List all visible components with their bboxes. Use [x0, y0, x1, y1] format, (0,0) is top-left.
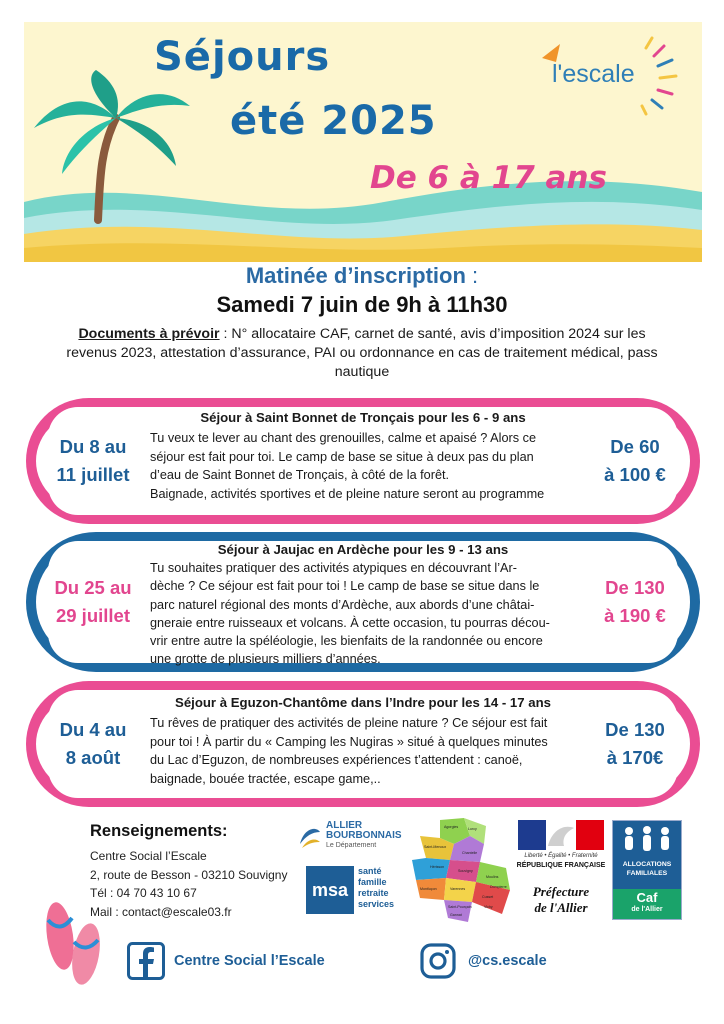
- contact-org: Centre Social l’Escale: [90, 849, 207, 863]
- description-line: Baignade, activités sportives et de pleine nature seront au programme: [150, 487, 545, 502]
- documents-label: Documents à prévoir: [78, 326, 220, 342]
- sejour-title: Séjour à Jaujac en Ardèche pour les 9 - 13 ans: [217, 542, 509, 557]
- description-line: du Lac d’Eguzon, de nombreuses expériences t’attendent : canoë,: [150, 753, 523, 768]
- caf-line2: FAMILIALES: [626, 870, 668, 877]
- description-line: parc naturel régional des monts d’Ardèche, aux abords d’une châtai-: [150, 597, 535, 612]
- instagram-icon[interactable]: [420, 943, 456, 979]
- matinee-colon: :: [465, 263, 479, 288]
- flip-flops-icon: [40, 898, 110, 988]
- caf-name: Caf: [636, 890, 658, 905]
- map-label: Lurcy: [468, 827, 477, 831]
- sejour-card-eguzon: [26, 681, 700, 807]
- caf-family-icon: [619, 825, 675, 855]
- price-line1: De 130: [605, 577, 665, 598]
- map-label: Hérisson: [430, 865, 445, 869]
- prefecture-line2: de l'Allier: [534, 900, 588, 915]
- contact-phone: Tél : 04 70 43 10 67: [90, 886, 197, 900]
- msa-line: famille: [358, 877, 387, 887]
- sejour-description: [150, 714, 576, 789]
- description-line: Tu souhaites pratiquer des activités atypiques en découvrant l’Ar-: [150, 561, 517, 575]
- allier-bourbonnais-logo: [298, 818, 410, 854]
- sejour-dates: [36, 693, 150, 795]
- sejour-dates: [36, 544, 150, 660]
- map-label: Dompierre: [490, 885, 507, 889]
- palm-tree-icon: [26, 70, 196, 240]
- map-label: Saint-Menoux: [424, 845, 447, 849]
- price-line2: à 190 €: [604, 605, 666, 626]
- escale-logo-text: l'escale: [552, 60, 635, 88]
- instagram-link[interactable]: @cs.escale: [468, 953, 547, 969]
- description-line: vrir entre autre la spéléologie, les bienfaits de la randonnée ou encore: [150, 634, 543, 649]
- msa-line: retraite: [358, 888, 389, 898]
- sejour-price: [580, 410, 690, 512]
- sejour-price: [580, 693, 690, 795]
- hero-banner: [24, 22, 702, 262]
- sejour-title: Séjour à Eguzon-Chantôme dans l’Indre pour les 14 - 17 ans: [175, 695, 551, 710]
- map-label: Saint-Pourçain: [448, 905, 472, 909]
- caf-logo: [612, 820, 682, 920]
- price-line1: De 130: [605, 719, 665, 740]
- description-line: gneraie entre ruisseaux et volcans. À cette occasion, tu pourras décou-: [150, 615, 550, 630]
- description-line: séjour est fait pour toi. Le camp de base se situe à deux pas du plan: [150, 449, 534, 464]
- sejour-description: [150, 429, 576, 504]
- age-range: De 6 à 17 ans: [370, 160, 607, 196]
- sejour-card-saint-bonnet: [26, 398, 700, 524]
- map-label: Chantelle: [462, 851, 478, 855]
- msa-tagline: [358, 866, 394, 910]
- matinee-heading: [0, 263, 724, 289]
- map-label: Vichy: [484, 905, 493, 909]
- map-label: Varennes: [450, 887, 466, 891]
- price-line1: De 60: [610, 436, 660, 457]
- description-line: d’eau de Saint Bonnet de Tronçais, à côté de la forêt.: [150, 468, 450, 483]
- title-ete-2025: été 2025: [230, 98, 437, 144]
- allier-name-2: BOURBONNAIS: [326, 830, 402, 841]
- facebook-icon[interactable]: [127, 942, 165, 980]
- caf-bottom: [613, 889, 681, 919]
- msa-line: santé: [358, 866, 382, 876]
- description-line: baignade, bouée tractée, escape game,..: [150, 772, 381, 787]
- marianne-flag-icon: [518, 820, 604, 850]
- description-line: dèche ? Ce séjour est fait pour toi ! Le camp de base se situe dans le: [150, 579, 540, 594]
- caf-line1: ALLOCATIONS: [622, 861, 672, 868]
- map-label: Moulins: [486, 875, 499, 879]
- msa-line: services: [358, 899, 395, 909]
- map-label: Gannat: [450, 913, 462, 917]
- contact-heading: Renseignements:: [90, 822, 228, 840]
- caf-sub: de l'Allier: [631, 906, 663, 913]
- price-line2: à 170€: [606, 747, 664, 768]
- registration-date: Samedi 7 juin de 9h à 11h30: [216, 292, 508, 317]
- sejour-dates: [36, 410, 150, 512]
- price-line2: à 100 €: [604, 464, 666, 485]
- contact-email: Mail : contact@escale03.fr: [90, 905, 232, 919]
- sejour-card-jaujac: [26, 532, 700, 672]
- map-label: Cusset: [482, 895, 494, 899]
- map-label: Agorgies: [444, 825, 459, 829]
- description-line: Tu rêves de pratiquer des activités de pleine nature ? Ce séjour est fait: [150, 716, 548, 730]
- title-sejours: Séjours: [154, 34, 331, 80]
- allier-territories-map: [410, 818, 514, 924]
- map-label: Montluçon: [420, 887, 437, 891]
- sejour-price: [580, 544, 690, 660]
- republic-motto: Liberté • Égalité • Fraternité: [524, 853, 598, 859]
- description-line: pour toi ! À partir du « Camping les Nugiras » situé à quelques minutes: [150, 734, 548, 749]
- map-label: Souvigny: [458, 869, 473, 873]
- caf-top: [613, 821, 681, 889]
- dates-line2: 11 juillet: [56, 464, 130, 485]
- dates-line1: Du 8 au: [59, 436, 127, 457]
- dates-line1: Du 4 au: [59, 719, 127, 740]
- facebook-link[interactable]: Centre Social l’Escale: [174, 953, 325, 969]
- republic-name: RÉPUBLIQUE FRANÇAISE: [516, 862, 606, 869]
- allier-sub: Le Département: [326, 842, 377, 849]
- documents-paragraph: [56, 325, 668, 382]
- allier-name-1: ALLIER: [326, 820, 363, 831]
- description-line: Tu veux te lever au chant des grenouilles, calme et apaisé ? Alors ce: [150, 431, 537, 445]
- dates-line2: 29 juillet: [55, 605, 130, 626]
- prefecture-line1: Préfecture: [532, 884, 590, 899]
- matinee-label: Matinée d’inscription: [245, 263, 466, 288]
- dates-line2: 8 août: [65, 747, 121, 768]
- msa-logo: [306, 866, 410, 914]
- sejour-title: Séjour à Saint Bonnet de Tronçais pour les 6 - 9 ans: [200, 410, 526, 425]
- msa-mark: msa: [306, 866, 354, 914]
- sejour-description: [150, 559, 576, 669]
- contact-address: 2, route de Besson - 03210 Souvigny: [90, 868, 288, 882]
- description-line: une grotte de plusieurs milliers d’années.: [150, 652, 381, 667]
- allier-logo-icon: [298, 822, 322, 852]
- dates-line1: Du 25 au: [54, 577, 132, 598]
- documents-list: : N° allocataire CAF, carnet de santé, avis d’imposition 2024 sur les revenus 2023, attestation d’assurance, PAI ou ordonnance en cas de traitement médical, pass nautique: [66, 326, 658, 380]
- prefecture-logo: [516, 820, 606, 920]
